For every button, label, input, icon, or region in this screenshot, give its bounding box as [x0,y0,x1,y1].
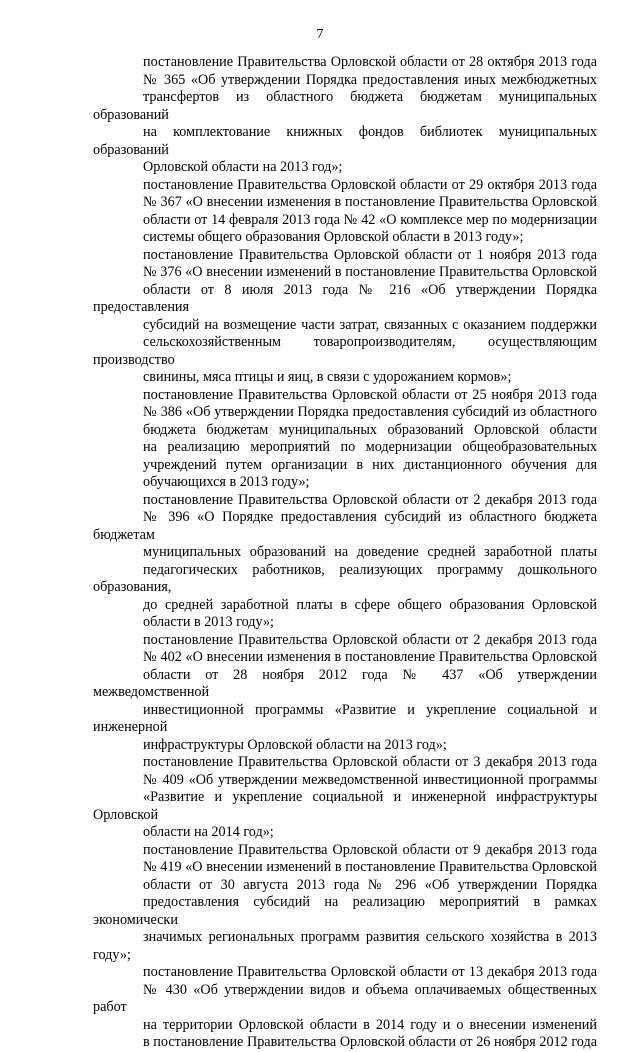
text-line: № 402 «О внесении изменения в постановление Правительства Орловской [143,649,597,665]
text-line: до средней заработной платы в сфере общего образования Орловской [143,596,597,613]
list-paragraph [93,754,597,842]
list-paragraph [93,54,597,177]
text-line: предоставления субсидий на реализацию мероприятий в рамках экономически [93,894,597,928]
text-line: № 367 «О внесении изменения в постановление Правительства Орловской [143,194,597,210]
text-line: области на 2014 год»; [143,824,274,840]
text-line: постановление Правительства Орловской области от 29 октября 2013 года [143,176,597,193]
text-line: области от 8 июля 2013 года № 216 «Об утверждении Порядка предоставления [93,281,597,315]
text-line: постановление Правительства Орловской области от 3 декабря 2013 года [143,754,597,770]
text-line: области от 30 августа 2013 года № 296 «Об утверждении Порядка [143,876,597,893]
text-line: области в 2013 году»; [143,614,274,630]
text-line: № 409 «Об утверждении межведомственной инвестиционной программы [143,771,597,788]
text-line: на комплектование книжных фондов библиотек муниципальных образований [93,124,597,158]
text-line: постановление Правительства Орловской области от 13 декабря 2013 года [143,964,597,980]
text-line: постановление Правительства Орловской области от 2 декабря 2013 года [143,491,597,508]
list-paragraph [93,842,597,965]
text-line: постановление Правительства Орловской области от 1 ноября 2013 года [143,246,597,263]
text-line: в постановление Правительства Орловской области от 26 ноября 2012 года [143,1034,597,1050]
text-line: обучающихся в 2013 году»; [143,474,310,490]
text-line: № 365 «Об утверждении Порядка предоставления иных межбюджетных [143,71,597,88]
text-line: № 430 «Об утверждении видов и объема оплачиваемых общественных работ [93,981,597,1015]
text-line: «Развитие и укрепление социальной и инженерной инфраструктуры Орловской [93,789,597,823]
text-line: области от 14 февраля 2013 года № 42 «О комплексе мер по модернизации [143,211,597,228]
text-line: бюджета бюджетам муниципальных образований Орловской области [143,421,597,438]
text-line: свинины, мяса птицы и яиц, в связи с удорожанием кормов»; [143,369,512,385]
document-body [93,54,597,1052]
text-line: на реализацию мероприятий по модернизации общеобразовательных [143,439,597,455]
text-line: трансфертов из областного бюджета бюджетам муниципальных образований [93,89,597,123]
text-line: № 386 «Об утверждении Порядка предоставления субсидий из областного [143,404,597,420]
list-paragraph [93,492,597,632]
text-line: постановление Правительства Орловской области от 2 декабря 2013 года [143,631,597,648]
text-line: инфраструктуры Орловской области на 2013 год»; [143,736,447,753]
list-paragraph [93,387,597,492]
list-paragraph [93,177,597,247]
list-paragraph [93,247,597,387]
text-line: постановление Правительства Орловской области от 25 ноября 2013 года [143,386,597,403]
list-paragraph [93,964,597,1052]
text-line: постановление Правительства Орловской области от 28 октября 2013 года [143,54,597,70]
text-line: педагогических работников, реализующих программу дошкольного образования, [93,561,597,595]
page-number: 7 [316,27,324,42]
text-line: муниципальных образований на доведение средней заработной платы [143,544,597,560]
text-line: № 419 «О внесении изменений в постановление Правительства Орловской [143,859,597,875]
text-line: инвестиционной программы «Развитие и укрепление социальной и инженерной [93,701,597,735]
text-line: субсидий на возмещение части затрат, связанных с оказанием поддержки [143,316,597,333]
text-line: на территории Орловской области в 2014 году и о внесении изменений [143,1016,597,1033]
text-line: сельскохозяйственным товаропроизводителям, осуществляющим производство [93,334,597,368]
text-line: значимых региональных программ развития сельского хозяйства в 2013 году»; [93,929,597,963]
text-line: области от 28 ноября 2012 года № 437 «Об утверждении межведомственной [93,666,597,700]
text-line: № 396 «О Порядке предоставления субсидий из областного бюджета бюджетам [93,509,597,543]
text-line: системы общего образования Орловской области в 2013 году»; [143,229,524,245]
text-line: постановление Правительства Орловской области от 9 декабря 2013 года [143,841,597,858]
text-line: № 376 «О внесении изменений в постановление Правительства Орловской [143,264,597,280]
list-paragraph [93,632,597,755]
text-line: Орловской области на 2013 год»; [143,159,343,175]
text-line: учреждений путем организации в них дистанционного обучения для [143,456,597,473]
